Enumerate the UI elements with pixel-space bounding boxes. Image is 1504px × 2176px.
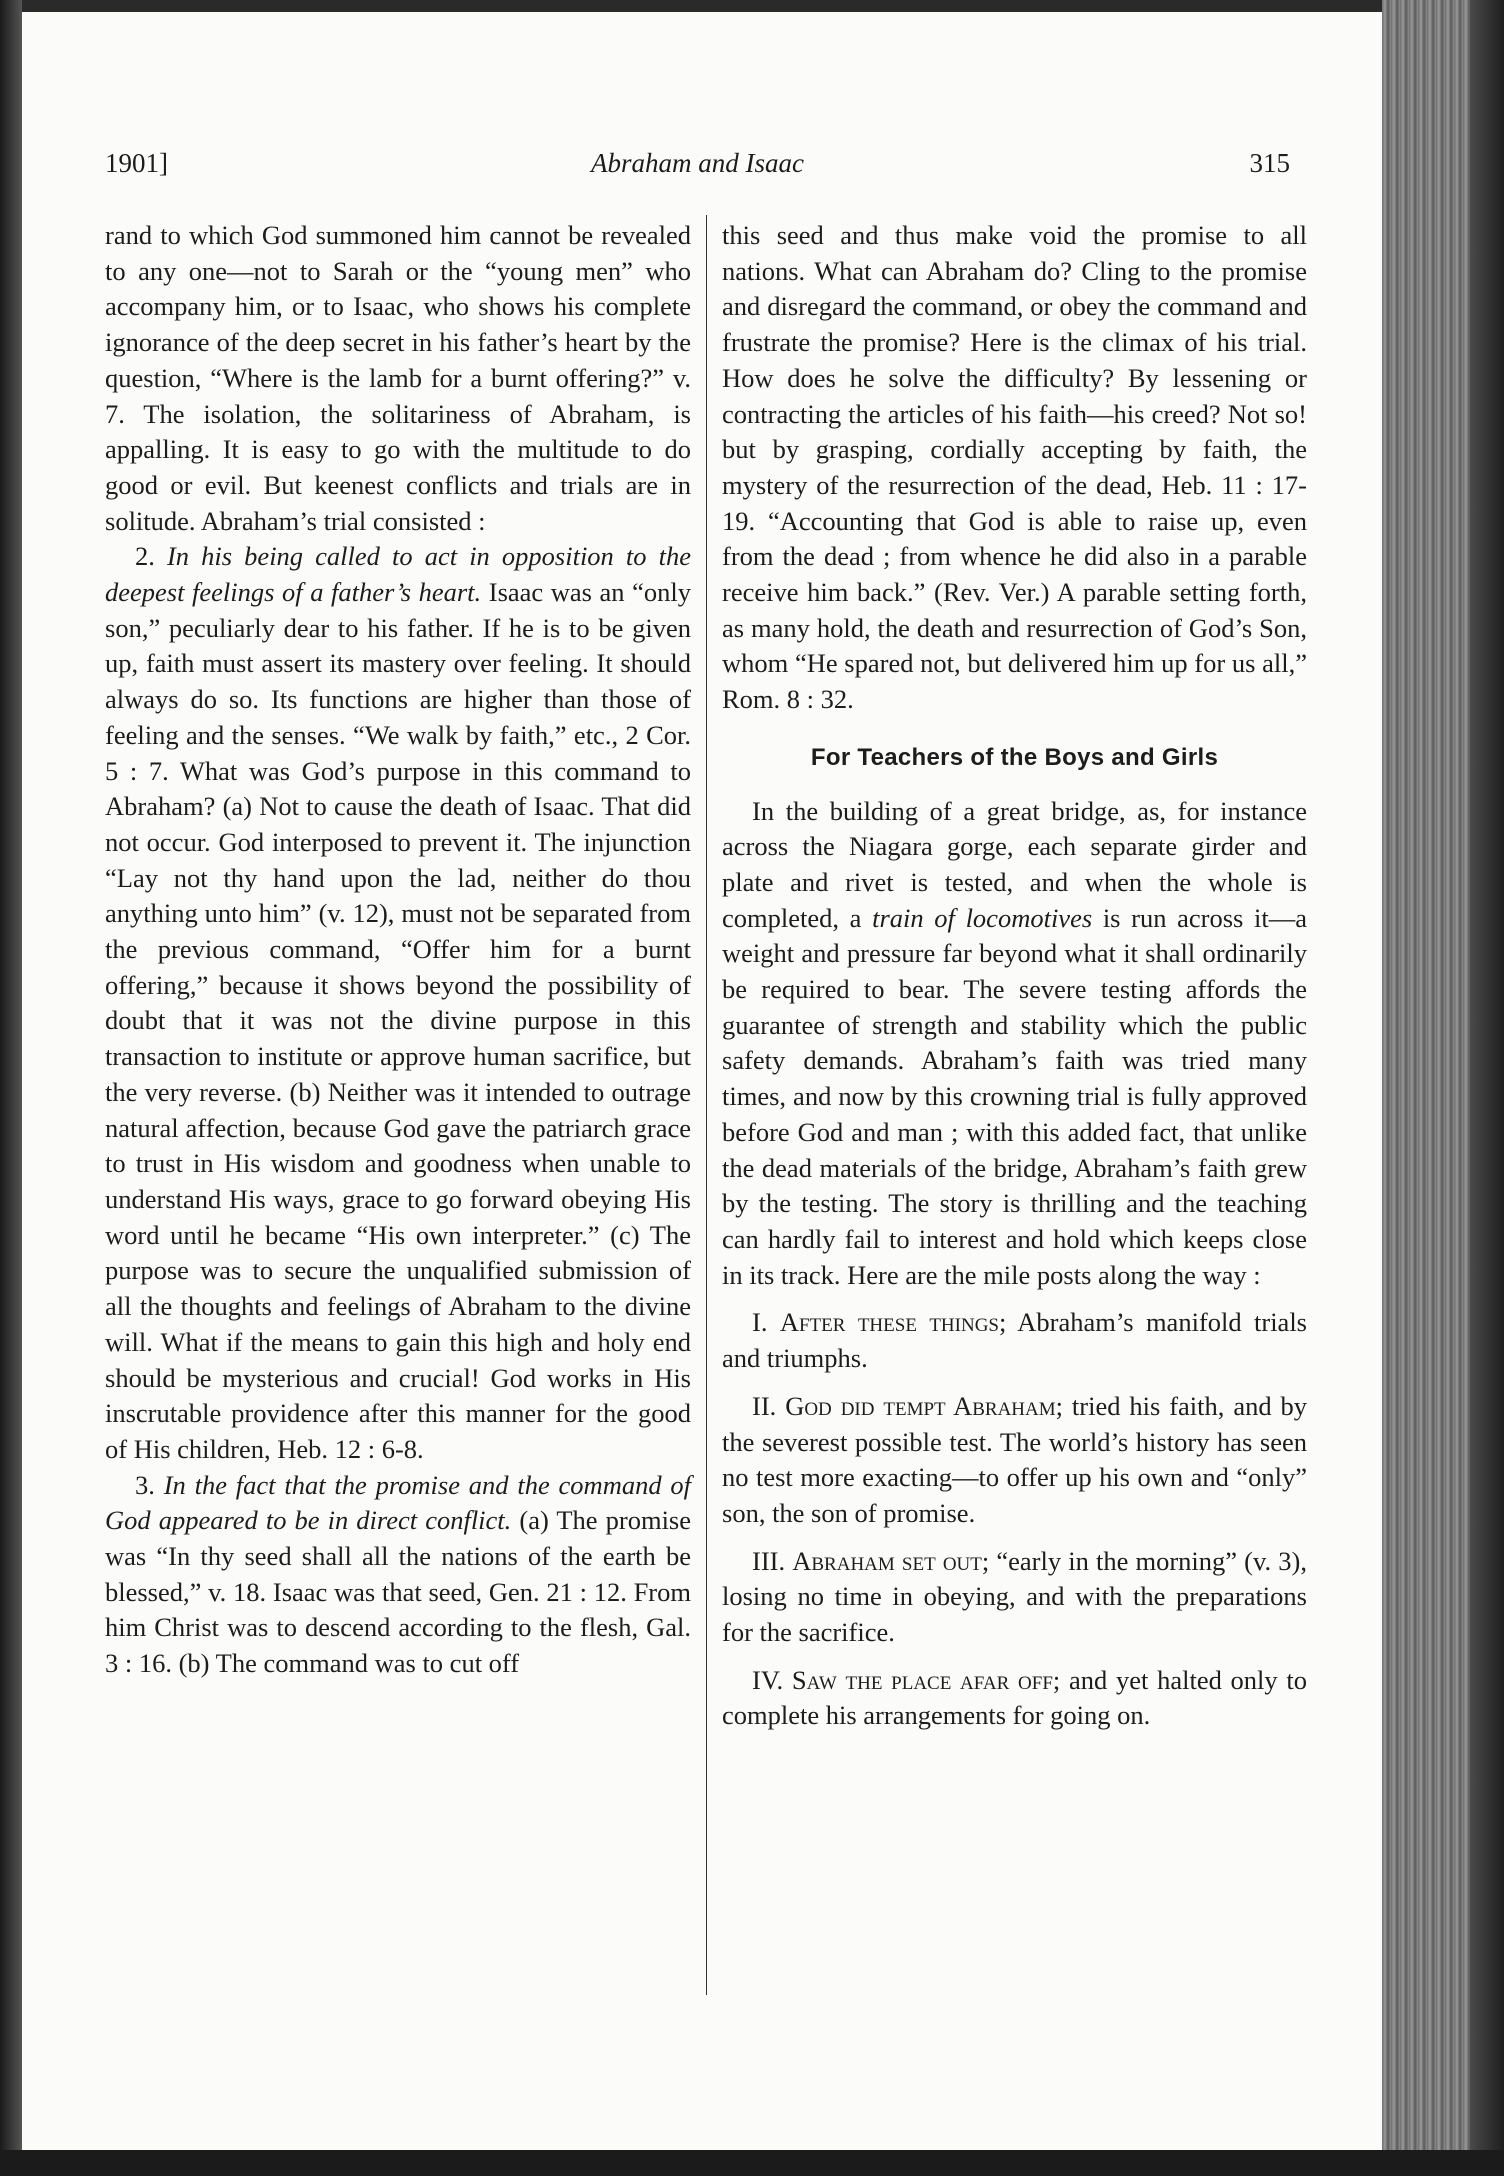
paragraph: this seed and thus make void the promise to all nations. What can Abraham do? Cling to the promise and disregard the command, or obey the command and frustrate the promise? Here is the climax of his trial. How does he solve the difficulty? By lessening or contracting the articles of his faith—his creed? Not so! but by grasping, cordially accepting by faith, the mystery of the resurrection of the dead, Heb. 11 : 17-19. “Accounting that God is able to raise up, even from the dead ; from whence he did also in a parable receive him back.” (Rev. Ver.) A parable setting forth, as many hold, the death and resurrection of God’s Son, whom “He spared not, but delivered him up for us all,” Rom. 8 : 32. (722, 220, 1307, 715)
paragraph: rand to which God summoned him cannot be revealed to any one—not to Sarah or the “young men” who accompany him, or to Isaac, who shows his complete ignorance of the deep secret in his father’s heart by the question, “Where is the lamb for a burnt offering?” v. 7. The isolation, the solitariness of Abraham, is appalling. It is easy to go with the multitude to do good or evil. But keenest conflicts and trials are in solitude. Abraham’s trial consisted : (105, 220, 691, 536)
column-rule (706, 215, 707, 1995)
item-caps: Abraham set out (792, 1545, 982, 1576)
list-item: IV. Saw the place afar off; and yet halted only to complete his arrangements for going on. (722, 1664, 1307, 1731)
emphasis: train of locomotives (872, 902, 1093, 933)
point-number: 2. (135, 541, 155, 572)
item-caps: Saw the place afar off (791, 1664, 1053, 1695)
point-heading: In the fact that the promise and the command of God appeared to be in direct conflict. (105, 1469, 692, 1536)
item-caps: God did tempt Abraham (785, 1390, 1056, 1421)
list-item: II. God did tempt Abraham; tried his faith, and by the severest possible test. The world’s history has seen no test more exacting—to offer up his own and “only” son, the son of promise. (722, 1390, 1307, 1528)
point-heading: In his being called to act in opposition to the deepest feelings of a father’s heart. (105, 541, 691, 608)
page-number: 315 (1249, 148, 1290, 178)
book-gutter-shadow (0, 0, 22, 2176)
list-item: I. After these things; Abraham’s manifold trials and triumphs. (722, 1307, 1307, 1374)
book-fore-edge-shadow (1470, 0, 1504, 2176)
left-column (105, 218, 691, 1682)
section-heading: For Teachers of the Boys and Girls (810, 743, 1219, 771)
item-caps: After these things (779, 1307, 999, 1338)
point-body: Isaac was an “only son,” peculiarly dear to his father. If he is to be given up, faith must assert its mastery over feeling. It should always do so. Its functions are higher than those of feeling and the senses. “We walk by faith,” etc., 2 Cor. 5 : 7. What was God’s purpose in this command to Abraham? (a) Not to cause the death of Isaac. That did not occur. God interposed to prevent it. The injunction “Lay not thy hand upon the lad, neither do thou anything unto him” (v. 12), must not be separated from the previous command, “Offer him for a burnt offering,” because it shows beyond the possibility of doubt that it was not the divine purpose in this transaction to institute or approve human sacrifice, but the very reverse. (b) Neither was it intended to outrage natural affection, because God gave the patriarch grace to trust in His wisdom and goodness when unable to understand His ways, grace to go forward obeying His word until he became “His own interpreter.” (c) The purpose was to secure the unqualified submission of all the thoughts and feelings of Abraham to the divine will. What if the means to gain this high and holy end should be mysterious and crucial! God works in His inscrutable providence after this manner for the good of His children, Heb. 12 : 6-8. (105, 577, 691, 1464)
point-body: (a) The promise was “In thy seed shall all the nations of the earth be blessed,” v. 18. Isaac was that seed, Gen. 21 : 12. From him Christ was to descend according to the flesh, Gal. 3 : 16. (b) The command was to cut off (105, 1505, 692, 1679)
running-header (105, 148, 1290, 188)
header-year: 1901] (105, 148, 168, 178)
list-item: III. Abraham set out; “early in the morning” (v. 3), losing no time in obeying, and with the preparations for the sacrifice. (722, 1545, 1307, 1648)
bottom-shadow (0, 2150, 1504, 2176)
point-number: 3. (135, 1469, 155, 1500)
right-column (722, 218, 1307, 1734)
paragraph: In the building of a great bridge, as, for instance across the Niagara gorge, each separate girder and plate and rivet is tested, and when the whole is completed, a train of locomotives is run across it—a weight and pressure far beyond what it shall ordinarily be required to bear. The severe testing affords the guarantee of strength and stability which the public safety demands. Abraham’s faith was tried many times, and now by this crowning trial is fully approved before God and man ; with this added fact, that unlike the dead materials of the bridge, Abraham’s faith grew by the testing. The story is thrilling and the teaching can hardly fail to interest and hold which keeps close in its track. Here are the mile posts along the way : (722, 795, 1308, 1290)
header-title: Abraham and Isaac (591, 148, 804, 178)
paragraph (105, 1468, 691, 1682)
paragraph (105, 539, 691, 1467)
